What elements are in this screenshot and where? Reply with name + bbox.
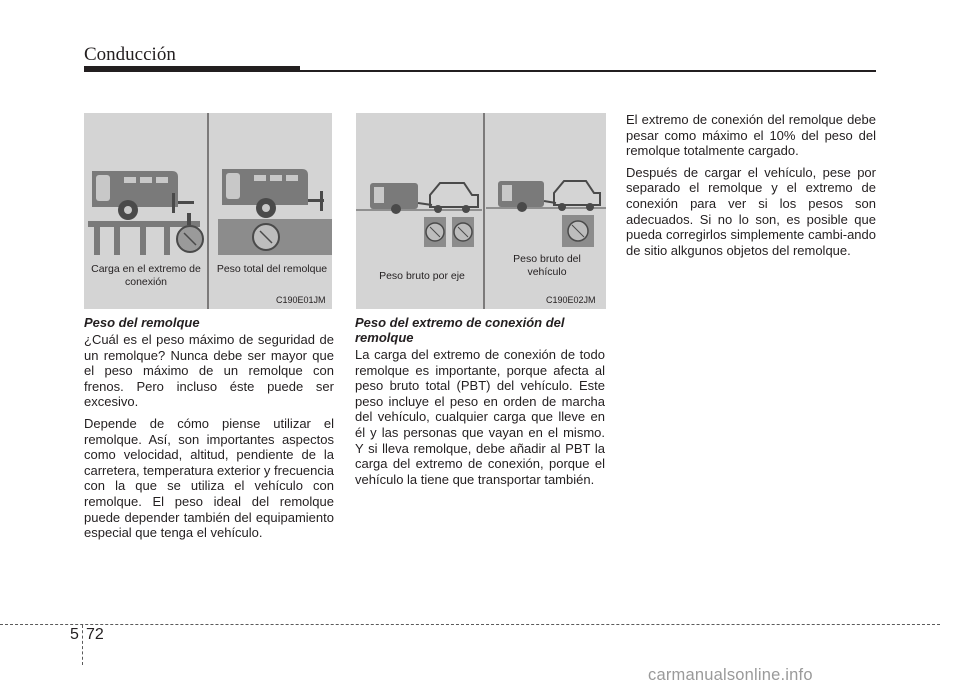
section-heading-tongue-weight: Peso del extremo de conexión del remolque xyxy=(355,315,565,345)
footer-divider xyxy=(82,625,83,665)
column-2 xyxy=(355,315,605,493)
watermark: carmanualsonline.info xyxy=(648,666,813,684)
header-bar xyxy=(84,66,300,72)
page-header-title: Conducción xyxy=(84,44,176,65)
footer-rule xyxy=(0,624,940,625)
paragraph: Depende de cómo piense utilizar el remolque. Así, son importantes aspectos como velocidad, altitud, pendiente de la carretera, temperatura exterior y frecuencia con la que se utiliza el vehículo con remolque. El peso ideal del remolque puede depender también del equipamiento especial que tenga el vehículo. xyxy=(84,415,334,541)
figure2-label-gross-vehicle: Peso bruto del vehículo xyxy=(513,253,581,278)
paragraph: Después de cargar el vehículo, pese por separado el remolque y el extremo de conexión para ver si los pesos son adecuados. Si no lo son, es posible que pueda corregirlos simplemente cambi-ando de sitio alkgunos objetos del remolque. xyxy=(626,164,876,258)
section-heading-trailer-weight: Peso del remolque xyxy=(84,315,200,330)
header-rule xyxy=(300,70,876,72)
figure1-label-tongue-load: Carga en el extremo de conexión xyxy=(91,263,201,288)
figure1-code: C190E01JM xyxy=(276,295,326,305)
figure-trailer-weight xyxy=(84,113,332,309)
figure-vehicle-weight xyxy=(356,113,606,309)
figure2-code: C190E02JM xyxy=(546,295,596,305)
paragraph: ¿Cuál es el peso máximo de seguridad de un remolque? Nunca debe ser mayor que el peso máximo de un remolque con frenos. Pero incluso éste puede ser excesivo. xyxy=(84,332,334,410)
car-trailer-gross-scale xyxy=(486,181,606,247)
paragraph: El extremo de conexión del remolque debe pesar como máximo el 10% del peso del remolque totalmente cargado. xyxy=(626,112,876,159)
trailer-on-scale-right xyxy=(218,169,332,255)
figure2-label-axle-weight: Peso bruto por eje xyxy=(379,270,465,282)
section-number: 5 xyxy=(70,626,79,643)
figure1-label-total-trailer: Peso total del remolque xyxy=(216,263,328,275)
paragraph: La carga del extremo de conexión de todo remolque es importante, porque afecta al peso bruto total (PBT) del vehículo. Este peso incluye el peso en orden de marcha del vehículo, cualquier carga que lleve en él y las personas que vayan en el mismo. Y si lleva remolque, debe añadir al PBT la carga del extremo de conexión, porque el vehículo la tiene que transportar también. xyxy=(355,347,605,487)
column-3 xyxy=(626,112,876,264)
column-1 xyxy=(84,315,334,547)
car-trailer-axle-scales xyxy=(356,183,482,247)
page-number: 72 xyxy=(86,626,104,643)
trailer-on-stand-left xyxy=(88,171,203,255)
